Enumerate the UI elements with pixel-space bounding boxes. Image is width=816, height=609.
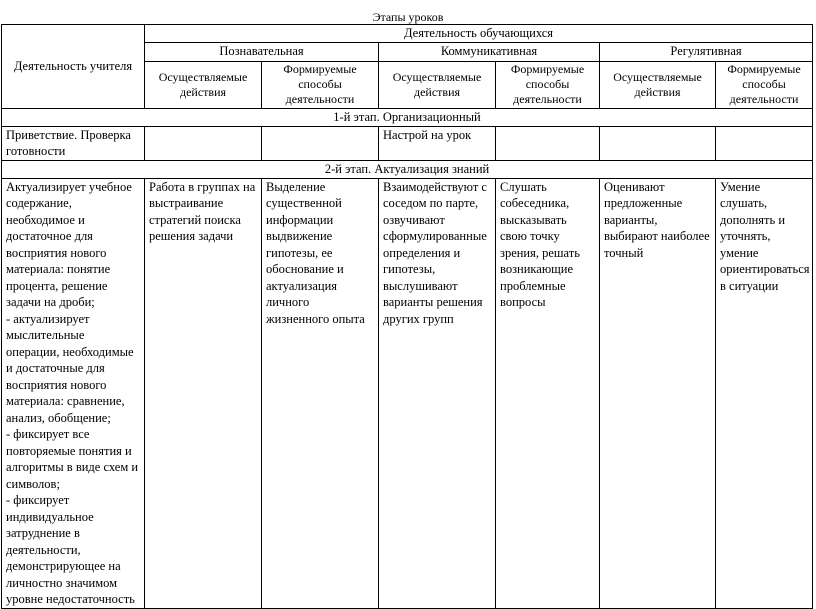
communicative-methods-header: Формируемые способы деятельности: [496, 61, 600, 108]
stage-2-title: 2-й этап. Актуализация знаний: [2, 160, 813, 178]
cognitive-actions-header: Осуществляемые действия: [145, 61, 262, 108]
stage-2-teacher-cell: Актуализирует учебное содержание, необходимое и достаточное для восприятия нового материала: понятие процента, решение задачи на дроби; - актуализирует мыслительные операции, необходимые и достаточные для восприятия нового материала: сравнение, анализ, обобщение; - фиксирует все повторяемые понятия и алгоритмы в виде схем и символов; - фиксирует индивидуальное затруднение в деятельности, демонстрирующее на личностно значимом уровне недостаточность: [2, 178, 145, 608]
regulatory-actions-header: Осуществляемые действия: [600, 61, 716, 108]
page-title: Этапы уроков: [372, 10, 444, 24]
stage-1-cognitive-actions-cell: [145, 126, 262, 160]
stage-2-communicative-actions-cell: Взаимодействуют с соседом по парте, озвучивают сформулированные определения и гипотезы, выслушивают варианты решения других групп: [379, 178, 496, 608]
stage-1-cognitive-methods-cell: [262, 126, 379, 160]
communicative-header: Коммуникативная: [379, 42, 600, 61]
stage-1-communicative-methods-cell: [496, 126, 600, 160]
student-activity-header: Деятельность обучающихся: [145, 25, 813, 43]
stage-1-regulatory-methods-cell: [716, 126, 813, 160]
stage-2-cognitive-actions-cell: Работа в группах на выстраивание стратегий поиска решения задачи: [145, 178, 262, 608]
stage-2-cognitive-methods-cell: Выделение существенной информации выдвижение гипотезы, ее обоснование и актуализация личного жизненного опыта: [262, 178, 379, 608]
stage-1-communicative-actions-cell: Настрой на урок: [379, 126, 496, 160]
cognitive-header: Познавательная: [145, 42, 379, 61]
stage-2-regulatory-methods-cell: Умение слушать, дополнять и уточнять, умение ориентироваться в ситуации: [716, 178, 813, 608]
stage-1-regulatory-actions-cell: [600, 126, 716, 160]
regulatory-header: Регулятивная: [600, 42, 813, 61]
stage-2-regulatory-actions-cell: Оценивают предложенные варианты, выбирают наиболее точный: [600, 178, 716, 608]
stage-2-communicative-methods-cell: Слушать собеседника, высказывать свою точку зрения, решать возникающие проблемные вопросы: [496, 178, 600, 608]
stage-1-title: 1-й этап. Организационный: [2, 108, 813, 126]
cognitive-methods-header: Формируемые способы деятельности: [262, 61, 379, 108]
stage-1-teacher-cell: Приветствие. Проверка готовности: [2, 126, 145, 160]
teacher-activity-header: Деятельность учителя: [2, 25, 145, 109]
table-row: [2, 126, 813, 160]
table-row: [2, 178, 813, 608]
regulatory-methods-header: Формируемые способы деятельности: [716, 61, 813, 108]
communicative-actions-header: Осуществляемые действия: [379, 61, 496, 108]
lesson-stages-table: [1, 24, 813, 609]
